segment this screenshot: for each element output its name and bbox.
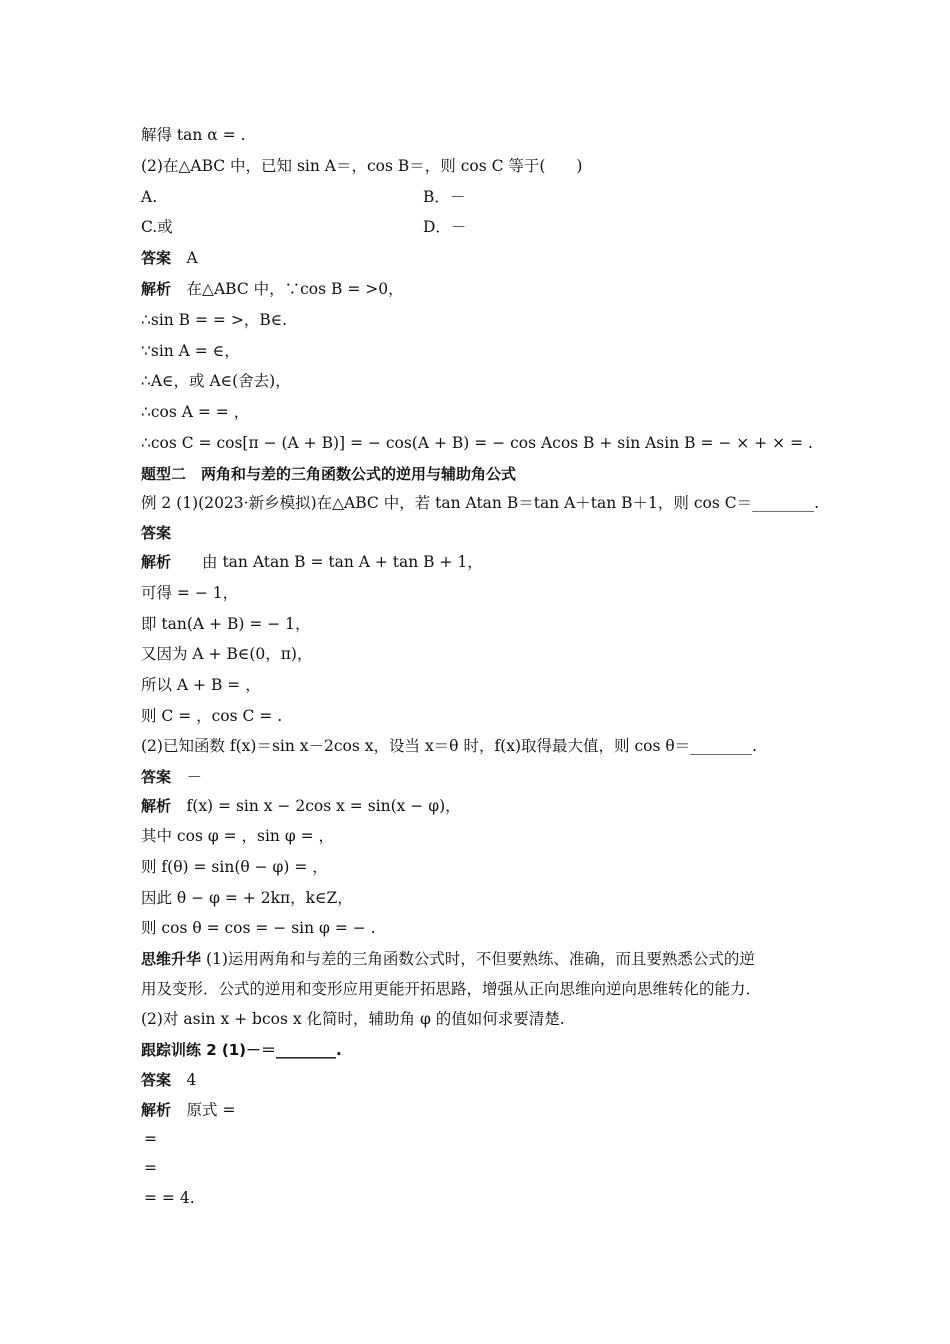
analysis-label: 解析 [141,553,172,571]
text-line: 则 f(θ) = sin(θ − φ) = ， [141,858,328,876]
text-line: = = 4. [144,1189,195,1207]
practice-stem: 跟踪训练 2 (1)－＝________. [141,1041,342,1059]
example-stem: 例 2 (1)(2023·新乡模拟)在△ABC 中，若 tan Atan B＝tan A＋tan B＋1，则 cos C＝________. [141,494,820,512]
analysis-label: 解析 [141,1101,172,1119]
analysis-line: 解析 f(x) = sin x − 2cos x = sin(x − φ)， [141,797,461,815]
answer-value: － [186,768,203,786]
analysis-line: 解析 在△ABC 中，∵cos B = >0， [141,280,404,298]
answer-line [141,522,810,544]
answer-label: 答案 [141,249,172,267]
text-line: = [144,1159,157,1177]
analysis-label: 解析 [141,797,172,815]
text-line: 可得 = − 1， [141,584,239,602]
summary-label: 思维升华 [141,950,202,968]
choice-d: D．－ [423,218,467,236]
question-stem: (2)在△ABC 中，已知 sin A＝，cos B＝，则 cos C 等于( ) [141,157,583,175]
analysis-line: 解析 原式 = [141,1101,236,1119]
answer-line [141,766,810,788]
question-stem: (2)已知函数 f(x)＝sin x－2cos x，设当 x＝θ 时，f(x)取得最大值，则 cos θ＝________. [141,737,758,755]
answer-label: 答案 [141,1071,172,1089]
answer-value: A [186,249,198,267]
text-line: 解得 tan α = . [141,126,246,144]
choice-a: A. [141,188,158,206]
text-line: ∴cos C = cos[π − (A + B)] = − cos(A + B) = − cos Acos B + sin Asin B = − × + × = . [141,434,813,452]
choice-c: C.或 [141,218,173,236]
text-line: ∴A∈，或 A∈(舍去)， [141,372,291,390]
text-line: ∴sin B = = >，B∈. [141,311,288,329]
text-line: 用及变形．公式的逆用和变形应用更能开拓思路，增强从正向思维向逆向思维转化的能力． [141,980,762,998]
answer-line [141,1069,810,1091]
text-line: 则 cos θ = cos = − sin φ = − . [141,919,376,937]
text-line: 则 C = ，cos C = . [141,707,283,725]
analysis-line: 解析 由 tan Atan B = tan A + tan B + 1， [141,553,483,571]
text-line: = [144,1130,157,1148]
answer-value: 4 [186,1071,197,1089]
section-heading: 题型二 两角和与差的三角函数公式的逆用与辅助角公式 [141,465,517,483]
analysis-label: 解析 [141,280,172,298]
text-line: (2)对 asin x + bcos x 化简时，辅助角 φ 的值如何求要清楚. [141,1010,565,1028]
choice-b: B．－ [423,188,466,206]
text-line: 其中 cos φ = ，sin φ = ， [141,827,335,845]
text-line: 所以 A + B = ， [141,676,261,694]
answer-label: 答案 [141,524,172,542]
answer-label: 答案 [141,768,172,786]
text-line: 即 tan(A + B) = − 1， [141,615,311,633]
answer-line [141,247,810,269]
text-line: ∴cos A = = ， [141,403,250,421]
summary-line: 思维升华 (1)运用两角和与差的三角函数公式时，不但要熟练、准确，而且要熟悉公式的逆 [141,950,755,968]
text-line: 又因为 A + B∈(0，π)， [141,645,313,663]
text-line: ∵sin A = ∈， [141,342,240,360]
text-line: 因此 θ − φ = + 2kπ，k∈Z， [141,889,353,907]
